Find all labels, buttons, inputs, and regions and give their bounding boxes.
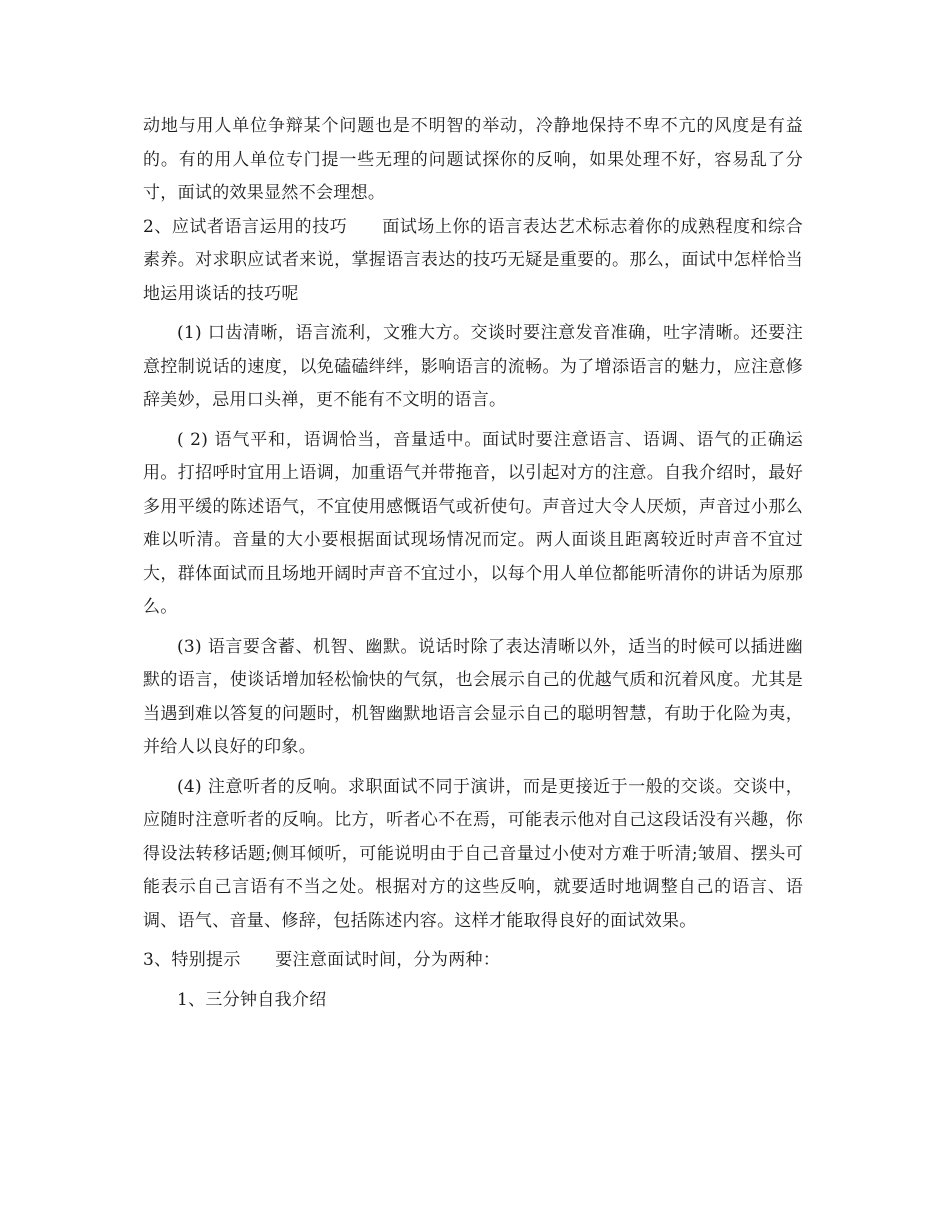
section-heading-language-skills: 2、应试者语言运用的技巧 面试场上你的语言表达艺术标志着你的成熟程度和综合素养。对求职应试者来说，掌握语言表达的技巧无疑是重要的。那么，面试中怎样恰当地运用谈话的技巧呢	[143, 216, 803, 304]
list-item-self-introduction: 1、三分钟自我介绍	[177, 989, 327, 1010]
paragraph-continuation: 动地与用人单位争辩某个问题也是不明智的举动，冷静地保持不卑不亢的风度是有益的。有的用人单位专门提一些无理的问题试探你的反响，如果处理不好，容易乱了分寸，面试的效果显然不会理想。	[143, 116, 803, 203]
document-body	[143, 110, 803, 1017]
paragraph-point-1: (1) 口齿清晰，语言流利，文雅大方。交谈时要注意发音准确，吐字清晰。还要注意控制说话的速度，以免磕磕绊绊，影响语言的流畅。为了增添语言的魅力，应注意修辞美妙，忌用口头禅，更不能有不文明的语言。	[143, 323, 803, 410]
paragraph-point-3: (3) 语言要含蓄、机智、幽默。说话时除了表达清晰以外，适当的时候可以插进幽默的语言，使谈话增加轻松愉快的气氛，也会展示自己的优越气质和沉着风度。尤其是当遇到难以答复的问题时，机智幽默地语言会显示自己的聪明智慧，有助于化险为夷，并给人以良好的印象。	[143, 636, 803, 757]
paragraph-point-4: (4) 注意听者的反响。求职面试不同于演讲，而是更接近于一般的交谈。交谈中，应随时注意听者的反响。比方，听者心不在焉，可能表示他对自己这段话没有兴趣，你得设法转移话题;侧耳倾听，可能说明由于自己音量过小使对方难于听清;皱眉、摆头可能表示自己言语有不当之处。根据对方的这些反响，就要适时地调整自己的语言、语调、语气、音量、修辞，包括陈述内容。这样才能取得良好的面试效果。	[143, 776, 803, 931]
paragraph-point-2: ( 2) 语气平和，语调恰当，音量适中。面试时要注意语言、语调、语气的正确运用。打招呼时宜用上语调，加重语气并带拖音，以引起对方的注意。自我介绍时，最好多用平缓的陈述语气，不宜使用感慨语气或祈使句。声音过大令人厌烦，声音过小那么难以听清。音量的大小要根据面试现场情况而定。两人面谈且距离较近时声音不宜过大，群体面试而且场地开阔时声音不宜过小，以每个用人单位都能听清你的讲话为原那么。	[143, 429, 803, 617]
section-heading-special-tips: 3、特别提示 要注意面试时间，分为两种：	[143, 950, 501, 970]
